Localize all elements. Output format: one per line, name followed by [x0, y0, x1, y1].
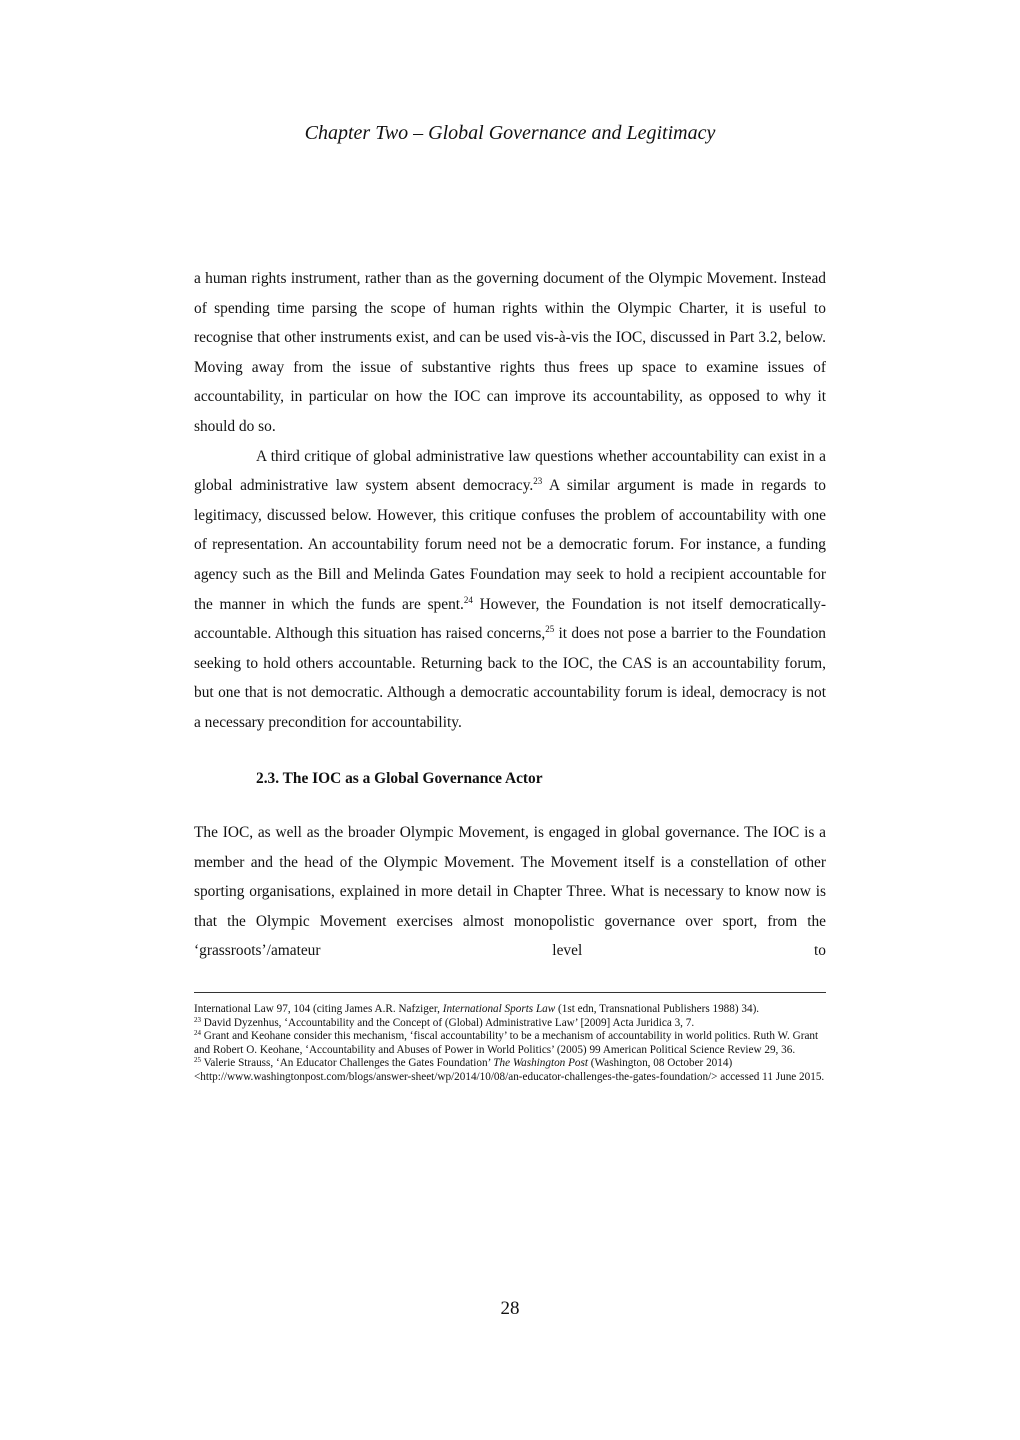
- footnote-ref-24[interactable]: 24: [463, 594, 473, 605]
- running-header: Chapter Two – Global Governance and Legitimacy: [304, 122, 716, 144]
- footnotes: [194, 1003, 826, 1084]
- paragraph-2-part-d: it does not pose a barrier to the Foundation seeking to hold others accountable. Returning back to the IOC, the CAS is an accountability forum, but one that is not democratic. Although a democratic accountability forum is ideal, democracy is not a necessary precondition for accountability.: [194, 625, 826, 731]
- paragraph-2: [194, 442, 826, 738]
- footnote-25-text-end: (Washington, 08 October 2014) <http://www.washingtonpost.com/blogs/answer-sheet/wp/2014/10/08/an-educator-challenges-the-gates-foundation/> accessed 11 June 2015.: [194, 1057, 825, 1083]
- footnote-continuation: [194, 1003, 826, 1017]
- footnote-25: [194, 1057, 826, 1084]
- page-number: 28: [500, 1298, 520, 1319]
- footnote-25-number: 25: [194, 1056, 201, 1064]
- body-text: [194, 264, 826, 966]
- footnote-23-text: David Dyzenhus, ‘Accountability and the Concept of (Global) Administrative Law’ [2009] Acta Juridica 3, 7.: [201, 1016, 695, 1029]
- footnote-23-number: 23: [194, 1015, 201, 1024]
- paragraph-2-part-b: A similar argument is made in regards to legitimacy, discussed below. However, this critique confuses the problem of accountability with one of representation. An accountability forum need not be a democratic forum. For instance, a funding agency such as the Bill and Melinda Gates Foundation may seek to hold a recipient accountable for the manner in which the funds are spent.: [194, 477, 826, 613]
- footnote-24-text: Grant and Keohane consider this mechanism, ‘fiscal accountability’ to be a mechanism of accountability in world politics. Ruth W. Grant and Robert O. Keohane, ‘Accountability and Abuses of Power in World Politics’ (2005) 99 American Political Science Review 29, 36.: [194, 1030, 819, 1056]
- paragraph-1: a human rights instrument, rather than as the governing document of the Olympic Movement. Instead of spending time parsing the scope of human rights within the Olympic Charter, it is useful to recognise that other instruments exist, and can be used vis-à-vis the IOC, discussed in Part 3.2, below. Moving away from the issue of substantive rights thus frees up space to examine issues of accountability, in particular on how the IOC can improve its accountability, as opposed to why it should do so.: [194, 270, 826, 435]
- footnote-25-text: Valerie Strauss, ‘An Educator Challenges the Gates Foundation’: [201, 1057, 494, 1069]
- footnote-25-publication: The Washington Post: [493, 1057, 588, 1069]
- section-heading: 2.3. The IOC as a Global Governance Actor: [256, 769, 543, 787]
- footnote-continuation-text: International Law 97, 104 (citing James A.R. Nafziger,: [194, 1003, 443, 1015]
- footnote-separator: [194, 992, 826, 993]
- footnote-ref-23[interactable]: 23: [533, 476, 543, 487]
- paragraph-3: The IOC, as well as the broader Olympic Movement, is engaged in global governance. The IOC is a member and the head of the Olympic Movement. The Movement itself is a constellation of other sporting organisations, explained in more detail in Chapter Three. What is necessary to know now is that the Olympic Movement exercises almost monopolistic governance over sport, from the ‘grassroots’/amateur level to: [194, 824, 826, 960]
- footnote-continuation-text-end: (1st edn, Transnational Publishers 1988) 34).: [555, 1003, 760, 1015]
- paragraph-2-part-a: A third critique of global administrative law questions whether accountability can exist in a global administrative law system absent democracy.: [194, 447, 826, 495]
- footnote-24: [194, 1030, 826, 1057]
- footnote-continuation-title: International Sports Law: [442, 1003, 556, 1015]
- footnote-23: [194, 1017, 826, 1031]
- footnote-24-number: 24: [194, 1029, 201, 1037]
- paragraph-2-part-c: However, the Foundation is not itself democratically-accountable. Although this situation has raised concerns,: [194, 595, 826, 643]
- footnote-ref-25[interactable]: 25: [545, 624, 555, 635]
